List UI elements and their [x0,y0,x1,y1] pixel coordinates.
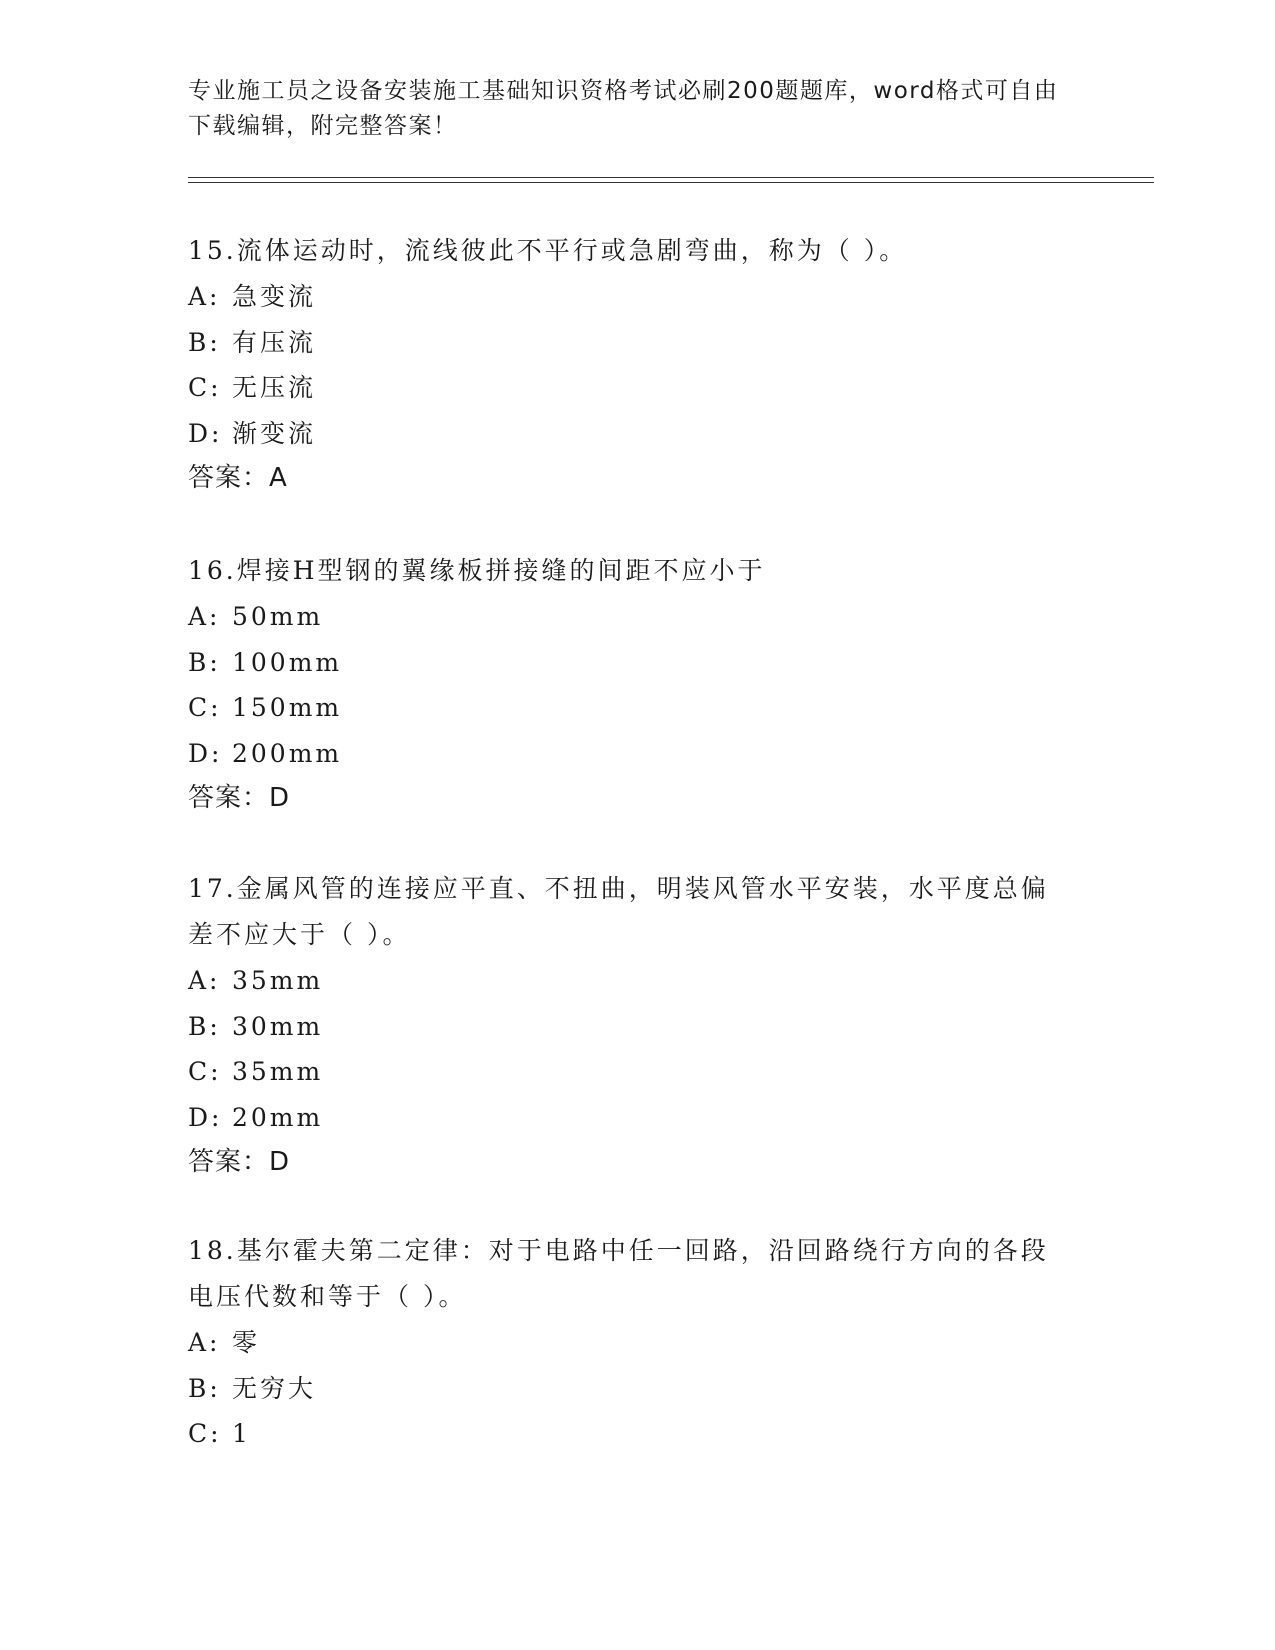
option-text: 100mm [232,647,343,677]
option-d [188,411,1088,457]
option-c [188,365,1088,411]
question-18 [188,1228,1088,1457]
option-text: 50mm [232,602,324,631]
header-divider-bottom [188,182,1154,183]
option-text: 无穷大 [232,1373,317,1403]
option-text: 渐变流 [232,418,317,448]
option-d [188,731,1088,777]
option-key: B: [188,1011,221,1041]
answer: 答案：A [188,463,288,493]
option-key: D: [188,1102,223,1132]
question-15 [188,228,1088,501]
option-text: 150mm [232,693,343,722]
option-c [188,1049,1088,1095]
option-a [188,594,1088,640]
option-a [188,274,1088,320]
option-key: C: [188,693,222,722]
question-stem-line-2: 电压代数和等于（ ）。 [188,1282,467,1311]
question-17 [188,866,1088,1185]
option-key: D: [188,418,223,448]
option-key: C: [188,1057,222,1086]
option-text: 零 [232,1328,261,1357]
option-text: 无压流 [232,373,317,402]
document-header [188,74,1088,144]
question-stem: 15.流体运动时，流线彼此不平行或急剧弯曲，称为（ ）。 [188,236,908,265]
option-text: 20mm [232,1102,324,1132]
option-key: B: [188,327,221,357]
option-key: D: [188,738,223,768]
option-d [188,1095,1088,1141]
question-stem-line-2: 差不应大于（ ）。 [188,920,411,949]
option-a [188,958,1088,1004]
option-text: 30mm [232,1011,324,1041]
option-b [188,1366,1088,1412]
option-key: C: [188,373,222,402]
question-stem-line-1: 18.基尔霍夫第二定律：对于电路中任一回路，沿回路绕行方向的各段 [188,1236,1049,1265]
question-stem: 16.焊接H型钢的翼缘板拼接缝的间距不应小于 [188,556,766,585]
question-stem-line-1: 17.金属风管的连接应平直、不扭曲，明装风管水平安装，水平度总偏 [188,874,1049,903]
option-text: 有压流 [232,327,317,357]
option-text: 35mm [232,1057,324,1086]
answer: 答案：D [188,1147,291,1177]
header-line-2: 下载编辑，附完整答案！ [188,113,458,139]
option-c [188,685,1088,731]
option-text: 35mm [232,966,324,995]
option-key: A: [188,1328,221,1357]
option-b [188,1004,1088,1050]
option-c [188,1411,1088,1457]
option-key: A: [188,602,221,631]
answer: 答案：D [188,783,291,813]
question-16 [188,548,1088,821]
option-key: B: [188,647,221,677]
header-line-1: 专业施工员之设备安装施工基础知识资格考试必刷200题题库，word格式可自由 [188,78,1059,104]
option-a [188,1320,1088,1366]
option-key: B: [188,1373,221,1403]
option-key: A: [188,282,221,311]
option-key: A: [188,966,221,995]
option-text: 1 [232,1419,251,1448]
header-divider-top [188,177,1154,178]
option-b [188,640,1088,686]
option-key: C: [188,1419,222,1448]
option-text: 急变流 [232,282,317,311]
option-text: 200mm [232,738,343,768]
option-b [188,320,1088,366]
